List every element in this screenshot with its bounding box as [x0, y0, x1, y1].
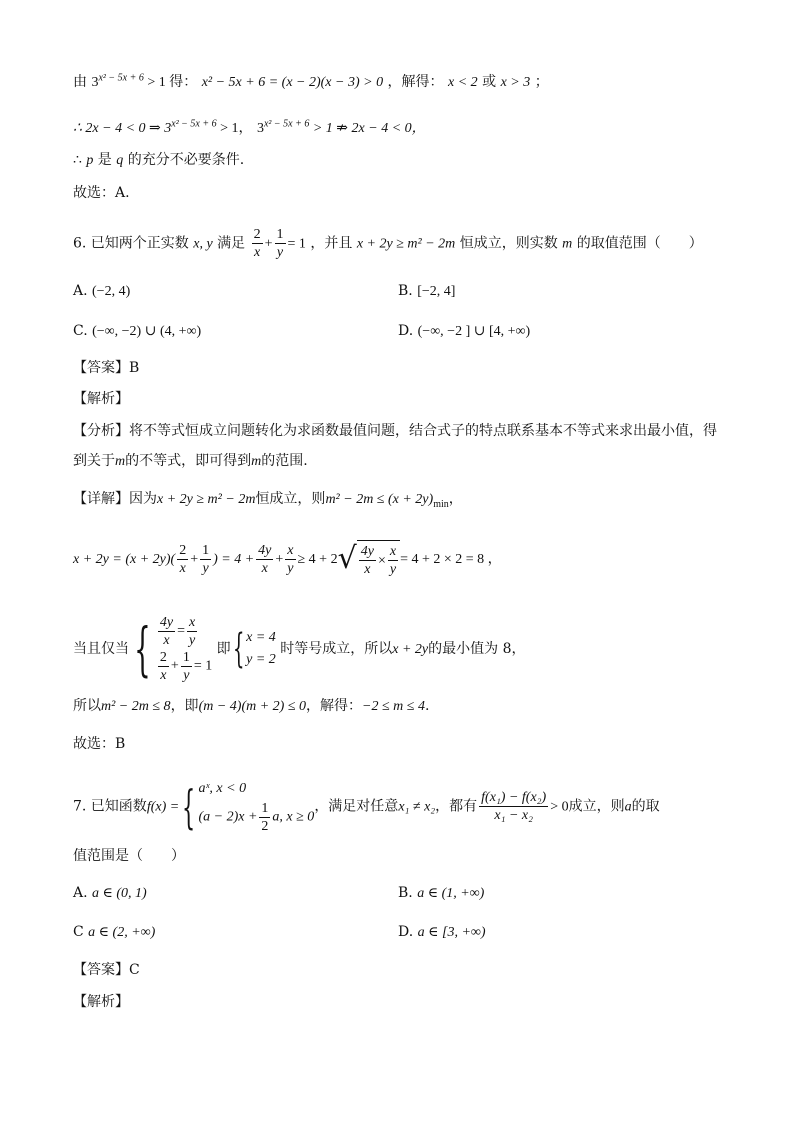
- answer-7: 【答案】C: [73, 962, 140, 978]
- text: 得：: [169, 74, 198, 90]
- option-6A: A. (−2, 4): [73, 283, 131, 299]
- answer-select-6: 故选：B: [73, 736, 126, 752]
- analysis-text-6: 【分析】将不等式恒成立问题转化为求函数最值问题，结合式子的特点联系基本不等式来求出最小值，得: [73, 423, 717, 439]
- question-7b: 值范围是（ ）: [73, 848, 185, 864]
- math-sup: x² − 5x + 6: [171, 118, 217, 130]
- text: 由: [73, 74, 87, 90]
- text: 满足: [217, 235, 246, 252]
- math: x, y: [193, 236, 213, 252]
- answer-select-5: 故选：A.: [73, 185, 130, 201]
- math-sup: x² − 5x + 6: [263, 118, 310, 130]
- analysis-heading-6: 【解析】: [73, 391, 129, 407]
- detail-result: 所以m² − 2m ≤ 8，即(m − 4)(m + 2) ≤ 0，解得：−2 ≤ m ≤ 4.: [73, 698, 430, 714]
- text: 或: [482, 74, 497, 90]
- text: 是: [93, 152, 117, 168]
- question-6: 6. 已知两个正实数 x, y 满足 $\frac{2}{x}$ + $\frac{1}{y}$ = 1 ，并且 x + 2y ≥ m² − 2m 恒成立，则实数 m 的取值范围（ ）: [73, 227, 703, 260]
- option-7D: D. a ∈ [3, +∞): [398, 924, 486, 940]
- text: 6. 已知两个正实数: [73, 235, 189, 252]
- sqrt: √ $\frac{4y}{x}$ × $\frac{x}{y}$: [338, 540, 400, 578]
- text: 的取值范围（ ）: [576, 235, 703, 252]
- text: ，解得：: [387, 74, 444, 90]
- math: p: [86, 153, 94, 168]
- answer-6: 【答案】B: [73, 360, 140, 376]
- text: 的充分不必要条件.: [123, 152, 245, 168]
- detail-equation: x + 2y = (x + 2y)( $\frac{2}{x}$ + $\frac{1}{y}$ ) = 4 + $\frac{4y}{x}$ + $\frac{x}{y}$ ≥ 4 + 2√ $\frac{4y}{x}$ × $\frac{x}{y}$ = 4 + 2 × 2 = 8 ，: [73, 541, 502, 577]
- math: x < 2: [447, 75, 478, 90]
- text: ；: [534, 74, 549, 90]
- solution-line-3: [73, 150, 244, 171]
- text: ，并且: [310, 235, 353, 252]
- math: 3: [91, 75, 99, 90]
- math: x > 3: [500, 75, 531, 90]
- text: ∴: [73, 152, 87, 168]
- solution-line-1: [73, 72, 549, 93]
- analysis-heading-7: 【解析】: [73, 994, 129, 1010]
- option-7A: A. a ∈ (0, 1): [73, 885, 147, 901]
- option-7B: B. a ∈ (1, +∞): [398, 885, 485, 901]
- detail-system: 当且仅当{ $\frac{4y}{x}$ = $\frac{x}{y}$ $\frac{2}{x}$ + $\frac{1}{y}$ = 1 即{ x = 4 y = 2 时等号成立，所以x + 2y的最小值为 8，: [73, 615, 526, 683]
- math: q: [116, 153, 124, 168]
- option-7C: C a ∈ (2, +∞): [73, 924, 156, 940]
- fraction: $\frac{2}{x}$: [253, 227, 261, 260]
- math: x² − 5x + 6 = (x − 2)(x − 3) > 0: [201, 75, 384, 90]
- text: 恒成立，则实数: [459, 235, 558, 252]
- math: m: [562, 236, 573, 252]
- detail-line-1: 【详解】因为x + 2y ≥ m² − 2m恒成立，则$m^2 - 2m \le (x + 2y)_{min}$，: [73, 491, 463, 510]
- option-6B: B. [−2, 4]: [398, 283, 456, 299]
- option-6C: C. (−∞, −2) ∪ (4, +∞): [73, 323, 202, 339]
- solution-line-2: [73, 118, 426, 139]
- math-sup: x² − 5x + 6: [98, 72, 144, 84]
- fraction: $\frac{1}{y}$: [276, 227, 284, 260]
- analysis-text-6b: 到关于m的不等式，即可得到m的范围.: [73, 453, 308, 469]
- question-7: 7. 已知函数f(x) ={ aˣ, x < 0 (a − 2)x + $\frac{1}{2}$ a, x ≥ 0 ，满足对任意x₁ ≠ x₂，都有 $\frac{\text{f(x₁) − f(x₂)}}{\text{x₁ − x₂}}$ > 0成立，则a的取: [73, 779, 660, 834]
- math: > 1: [143, 75, 170, 90]
- math: ∴ 2x − 4 < 0 ⇒ 3: [73, 121, 172, 136]
- math: > 1，: [216, 121, 253, 136]
- math: 3: [256, 121, 264, 136]
- math: x + 2y ≥ m² − 2m: [356, 236, 456, 252]
- option-6D: D. (−∞, −2 ] ∪ [4, +∞): [398, 323, 531, 339]
- math: > 1 ⇏ 2x − 4 < 0，: [309, 121, 426, 136]
